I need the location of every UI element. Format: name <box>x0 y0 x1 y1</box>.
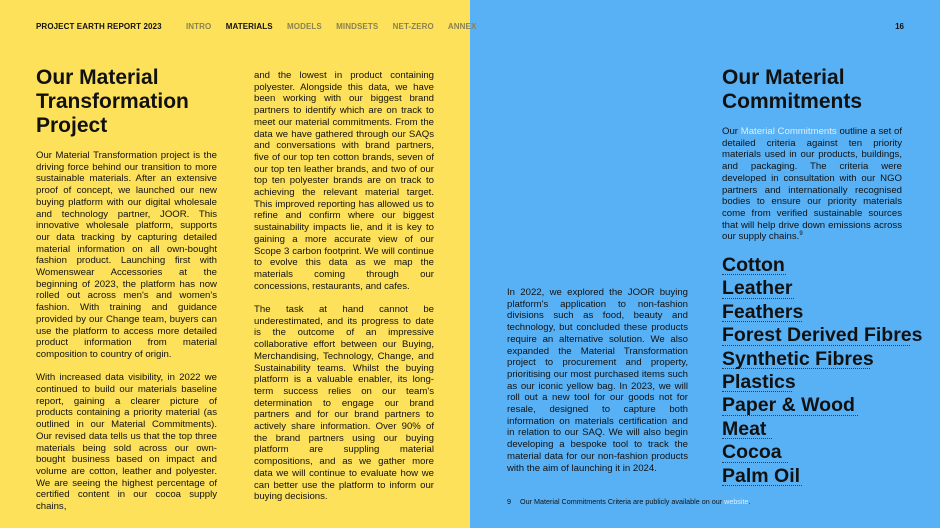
nav-item-intro[interactable]: INTRO <box>185 22 212 31</box>
material-item: Feathers <box>722 300 804 323</box>
report-brand: PROJECT EARTH REPORT 2023 <box>36 22 162 31</box>
paragraph: Our Material Transformation project is the driving force behind our transition to more sustainable materials. After an extensive proof of concept, we launched our new buying platform with our digital wholesale and technology partner, JOOR. This innovative wholesale platform, supports our data tracking by capturing detailed material information on all own-bought fashion product. Launching first with Womenswear Accessories at the beginning of 2023, the platform has now rolled out across men's and women's fashion. With training and guidance provided by our Change team, buyers can use the platform to access more detailed product information from material composition to country of origin. <box>36 150 217 360</box>
material-item: Plastics <box>722 371 796 394</box>
body-column-1 <box>36 150 217 524</box>
nav-item-models[interactable]: MODELS <box>287 22 322 31</box>
body-column-2 <box>254 70 434 515</box>
page-title-commitments: Our Material Commitments <box>722 66 863 113</box>
material-item: Paper & Wood <box>722 394 922 417</box>
paragraph: Our Material Commitments outline a set of detailed criteria against ten priority materials used in our products, buildings, and packaging. The criteria were developed in consultation with our NGO partners and internationally recognised bodies to ensure our priority materials come from verified sustainable sources that will help drive down emissions across our supply chains.$^9$ <box>722 126 902 243</box>
material-commitments-link[interactable]: Material Commitments <box>740 126 837 137</box>
top-nav <box>36 22 488 31</box>
footnote-ref: 9 <box>799 231 803 238</box>
material-item: Forest Derived Fibres <box>722 324 923 347</box>
page-number: 16 <box>895 22 904 31</box>
material-item: Meat <box>722 418 922 441</box>
nav-item-mindsets[interactable]: MINDSETS <box>336 22 379 31</box>
material-item: Cotton <box>722 254 785 276</box>
nav-item-net-zero[interactable]: NET-ZERO <box>392 22 434 31</box>
material-item: Palm Oil <box>722 464 801 487</box>
paragraph: The task at hand cannot be underestimated, and its progress to date is the outcome of an impressive collaborative effort between our Buying, Merchandising, Technology, Change, and Sustainability teams. Whilst the buying platform is a valuable enabler, its long-term success relies on our team's determination to engage our brand partners and for our brand partners to actively share information. Over 90% of the brand partners using our buying platform are suppling material compositions, and as we gather more data we will continue to evaluate how we can better use the platform to inform our buying decisions. <box>254 304 434 503</box>
body-column-3 <box>507 287 688 486</box>
material-item: Synthetic Fibres <box>722 347 874 370</box>
paragraph: and the lowest in product containing polyester. Alongside this data, we have been working with our biggest brand partners to identify which are on track to meet our material commitments. From the data we have gathered through our SAQs and conversations with brand partners, five of our top ten cotton brands, seven of our top ten leather brands, and two of our top ten polyester brands are on track to achieving the relevant material target. This improved reporting has allowed us to refine and confirm where our biggest sustainability impacts lie, and it is key to gaining a more accurate view of our Scope 3 carbon footprint. We will continue to evolve this data as we map the materials coming through our concessions, restaurants, and cafes. <box>254 70 434 292</box>
footnote-text: Our Material Commitments Criteria are publicly available on our <box>520 497 725 506</box>
website-link[interactable]: website <box>724 497 749 506</box>
nav-item-materials[interactable]: MATERIALS <box>225 22 273 31</box>
paragraph: With increased data visibility, in 2022 we continued to build our materials baseline report, gaining a clearer picture of products containing a priority material (as outlined in our Material Commitments). Our revised data tells us that the top three materials being sold across our own-bought business based on impact and volume are cotton, leather and polyester. We are seeing the highest percentage of certified content in our cocoa supply chains, <box>36 372 217 513</box>
page-title-transformation: Our Material Transformation Project <box>36 66 189 137</box>
nav-item-annex[interactable]: ANNEX <box>447 22 477 31</box>
footnote: 9 Our Material Commitments Criteria are publicly available on our website. <box>507 497 751 506</box>
footnote-number: 9 <box>507 497 511 506</box>
material-item: Cocoa <box>722 441 922 464</box>
material-item: Leather <box>722 277 793 300</box>
commitments-intro <box>722 126 902 255</box>
priority-materials-list <box>722 254 922 488</box>
paragraph: In 2022, we explored the JOOR buying platform's application to non-fashion divisions such as food, beauty and technology, but concluded these products require an alternative solution. We also expanded the Material Transformation project to procurement and property, prioritising our most purchased items such as our iconic yellow bag. In 2023, we will roll out a new tool for our goods not for resale, designed to capture both information on materials certification and in relation to our SAQ. We will also begin developing a bespoke tool to track the material data for our non-fashion products with the aim of launching it in 2024. <box>507 287 688 474</box>
